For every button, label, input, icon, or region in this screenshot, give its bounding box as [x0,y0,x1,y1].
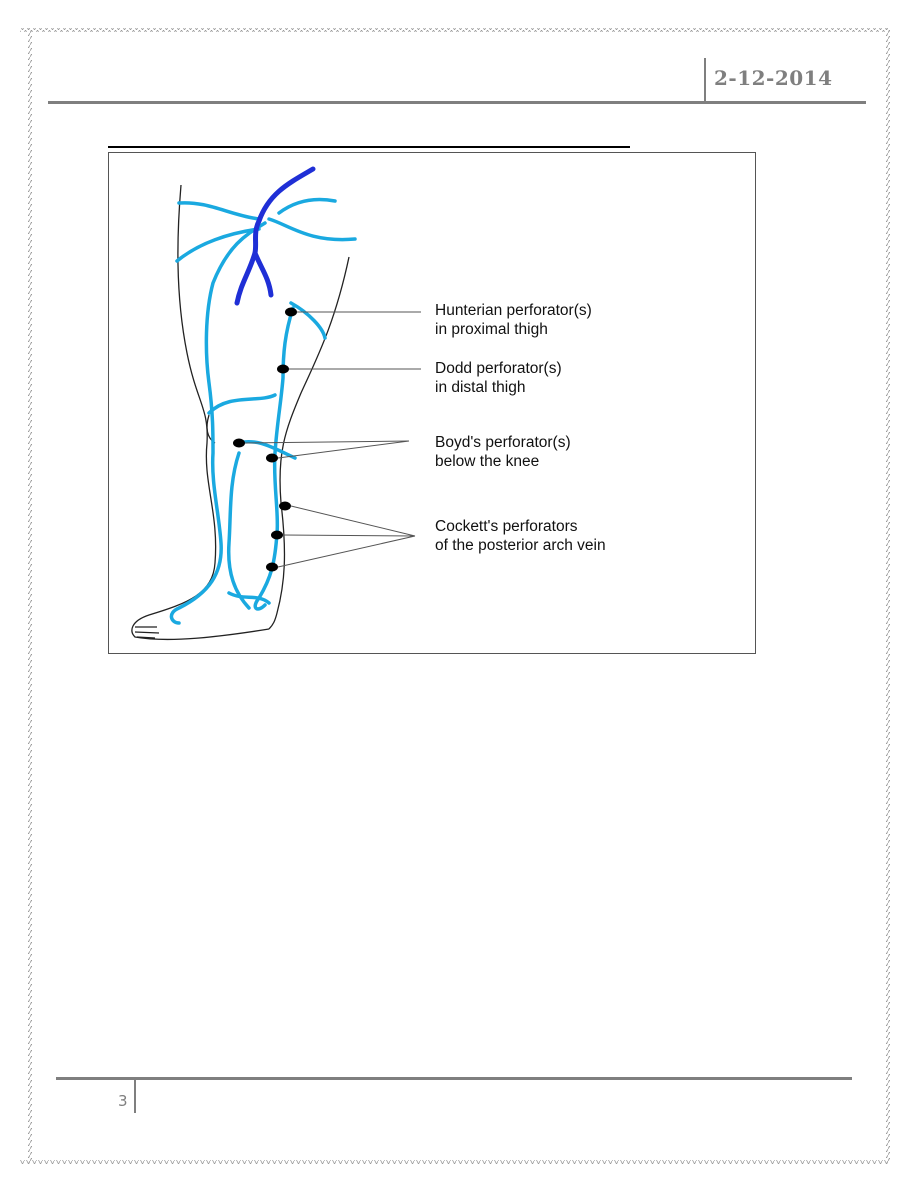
thigh-branch-left [179,203,259,219]
header-date: 2-12-2014 [714,66,833,90]
label-hunterian-line1: Hunterian perforator(s) [435,302,592,319]
footer-rule [56,1077,852,1080]
label-hunterian [435,301,592,339]
label-dodd [435,359,562,397]
perforator-dot-cockett-1 [279,502,291,511]
boyd-branch [237,442,295,458]
leg-outline-back [132,185,269,639]
label-boyd-line1: Boyd's perforator(s) [435,434,571,451]
header-separator [704,58,706,104]
perforator-dot-cockett-2 [271,531,283,540]
perforator-branch-hunter [291,303,325,338]
footer-separator [134,1080,136,1113]
great-saphenous-vein [171,223,265,623]
label-hunterian-line2: in proximal thigh [435,321,548,338]
leg-illustration [109,153,757,655]
perforator-dot-boyd-1 [233,439,245,448]
leg-perforator-diagram [108,152,756,654]
label-boyd-line2: below the knee [435,453,540,470]
title-underline [108,146,630,148]
label-cockett-line1: Cockett's perforators [435,518,578,535]
leader-cockett-2 [283,535,415,536]
perforator-dot-hunterian [285,308,297,317]
toes [135,627,159,638]
leader-boyd-1 [245,441,409,443]
femoral-vein-branch [255,253,271,295]
leader-cockett-3 [278,536,415,567]
thigh-branch-upper-right [279,199,335,213]
header-rule [48,101,866,104]
label-cockett-line2: of the posterior arch vein [435,537,606,554]
perforator-dot-dodd [277,365,289,374]
leader-boyd-2 [278,441,409,458]
label-boyd [435,433,571,471]
knee-branch [209,395,275,413]
perforator-dot-boyd-2 [266,454,278,463]
label-dodd-line2: in distal thigh [435,379,526,396]
thigh-branch-right [269,219,355,240]
calf-vein-left [229,453,249,608]
leader-cockett-1 [291,506,415,536]
perforator-dot-cockett-3 [266,563,278,572]
label-cockett [435,517,606,555]
page-number: 3 [118,1092,128,1110]
label-dodd-line1: Dodd perforator(s) [435,360,562,377]
